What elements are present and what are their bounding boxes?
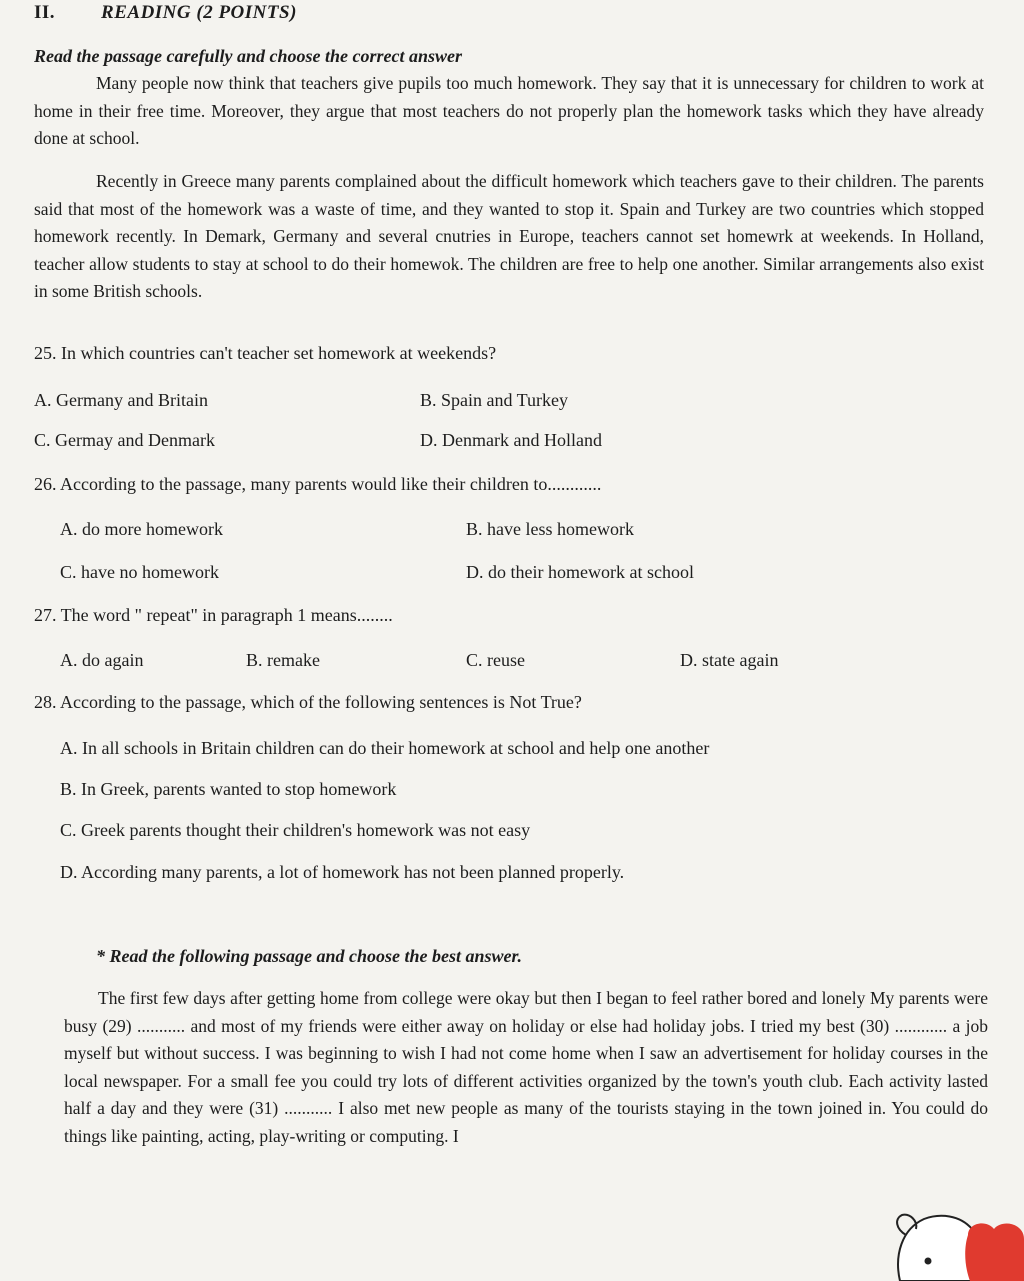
question-27-option-a[interactable]: A. do again [60,650,144,670]
question-26: 26. According to the passage, many parents would like their children to............ [34,474,602,494]
part2-instruction: * Read the following passage and choose the best answer. [96,946,523,966]
question-27-option-d[interactable]: D. state again [680,650,779,670]
question-25-option-c[interactable]: C. Germay and Denmark [34,430,215,450]
part1-instruction: Read the passage carefully and choose the correct answer [34,46,462,66]
question-25: 25. In which countries can't teacher set homework at weekends? [34,343,497,363]
question-25-option-b[interactable]: B. Spain and Turkey [420,390,569,410]
question-27: 27. The word " repeat" in paragraph 1 means........ [34,605,393,625]
question-28: 28. According to the passage, which of the following sentences is Not True? [34,692,582,712]
question-25-option-d[interactable]: D. Denmark and Holland [420,430,602,450]
question-28-option-c[interactable]: C. Greek parents thought their children's homework was not easy [60,820,531,840]
question-26-option-a[interactable]: A. do more homework [60,519,223,539]
section-number: II. [34,2,56,23]
section-heading [34,2,297,24]
passage-paragraph-1: Many people now think that teachers give pupils too much homework. They say that it is unnecessary for children to work at home in their free time. Moreover, they argue that most teachers do not properly plan the homework tasks which they have already done at school. [34,73,984,148]
question-28-option-a[interactable]: A. In all schools in Britain children can do their homework at school and help one another [60,738,710,758]
question-27-option-b[interactable]: B. remake [246,650,320,670]
passage-paragraph-2: Recently in Greece many parents complained about the difficult homework which teachers gave to their children. The parents said that most of the homework was a waste of time, and they wanted to stop it. Spain and Turkey are two countries which stopped homework recently. In Demark, Germany and several cnutries in Europe, teachers cannot set homewrk at weekends. In Holland, teacher allow students to stay at school to do their homewok. The children are free to help one another. Similar arrangements also exist in some British schools. [34,171,984,301]
passage-2-paragraph: The first few days after getting home from college were okay but then I began to feel rather bored and lonely My parents were busy (29) ........... and most of my friends were either away on holiday or else had holiday jobs. I tried my best (30) ............ a job myself but without success. I was beginning to wish I had not come home when I saw an advertisement for holiday courses in the local newspaper. For a small fee you could try lots of different activities organized by the town's youth club. Each activity lasted half a day and they were (31) ........... I also met new people as many of the tourists staying in the town joined in. You could do things like painting, acting, play-writing or computing. I [64,988,988,1146]
question-26-option-c[interactable]: C. have no homework [60,562,219,582]
question-25-option-a[interactable]: A. Germany and Britain [34,390,208,410]
sticker-face-shape [898,1216,972,1281]
sticker-icon [890,1195,1024,1281]
question-28-option-d[interactable]: D. According many parents, a lot of homework has not been planned properly. [60,862,625,882]
question-28-option-b[interactable]: B. In Greek, parents wanted to stop homework [60,779,397,799]
sticker-eye-shape [925,1258,932,1265]
sticker-heart-shape [965,1223,1024,1281]
question-27-option-c[interactable]: C. reuse [466,650,525,670]
question-26-option-b[interactable]: B. have less homework [466,519,634,539]
question-26-option-d[interactable]: D. do their homework at school [466,562,694,582]
section-title: READING (2 POINTS) [101,2,297,23]
